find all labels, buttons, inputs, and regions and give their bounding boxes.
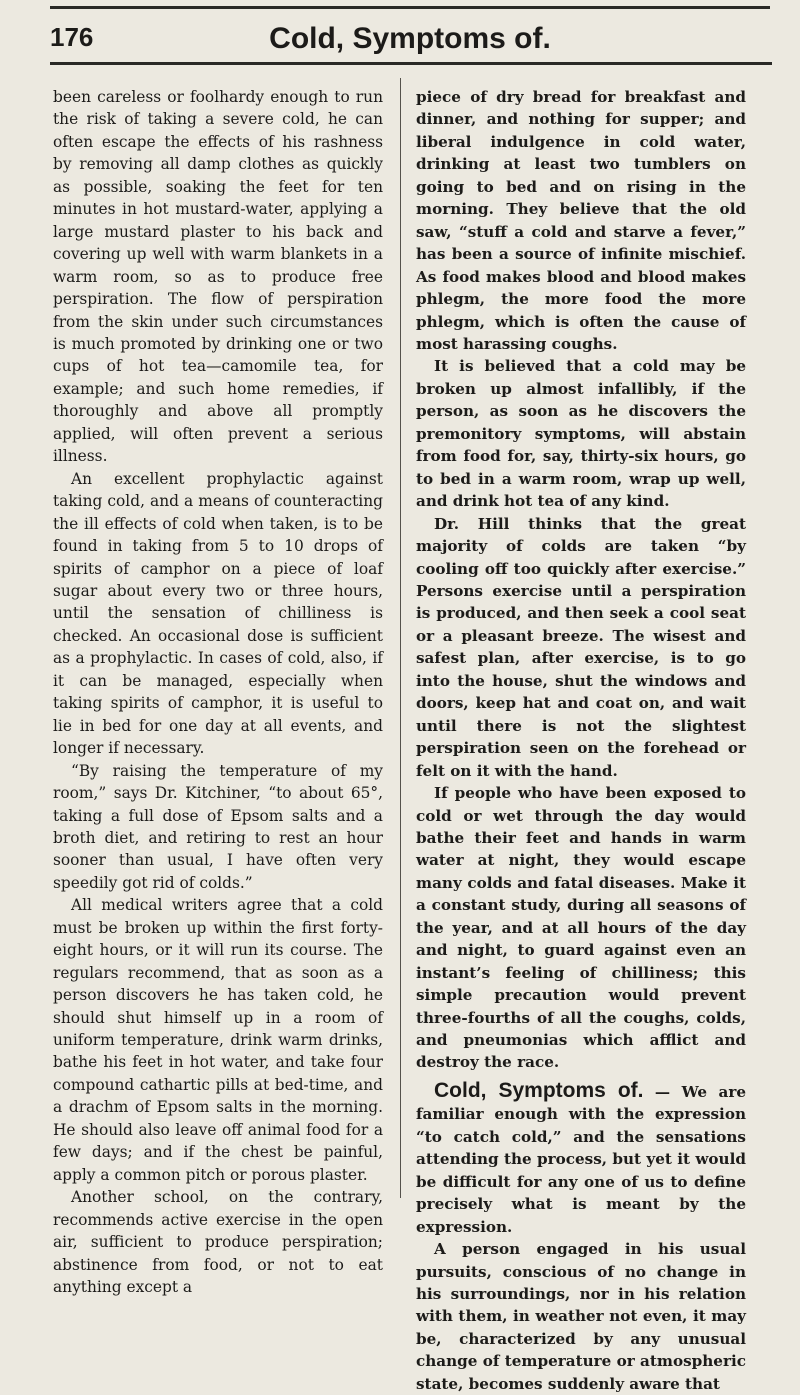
paragraph: A person engaged in his usual pursuits, conscious of no change in his surroundings, nor in his relation with them, in weather not even, it may be, characterized by any unusual change of temperature or atmospheric state, becomes suddenly aware that xyxy=(416,1240,746,1393)
section-heading: Cold, Symptoms of. xyxy=(434,1078,644,1102)
section-entry xyxy=(416,1080,746,1238)
paragraph: piece of dry bread for breakfast and dinner, and nothing for supper; and liberal indulgence in cold water, drinking at least two tumblers on going to bed and on rising in the morning. They believe that the old saw, “stuff a cold and starve a fever,” has been a source of infinite mischief. As food makes blood and blood makes phlegm, the more food the more phlegm, which is often the cause of most harassing coughs. xyxy=(416,88,746,353)
top-rule xyxy=(50,6,770,9)
left-column xyxy=(53,86,383,1298)
paragraph: If people who have been exposed to cold or wet through the day would bathe their feet and hands in warm water at night, they would escape many colds and fatal diseases. Make it a constant study, during all seasons of the year, and at all hours of the day and night, to guard against even an instant’s feeling of chilliness; this simple precaution would prevent three-fourths of all the coughs, colds, and pneumonias which afflict and destroy the race. xyxy=(416,784,746,1072)
paragraph: All medical writers agree that a cold must be broken up within the first forty-eight hours, or it will run its course. The regulars recommend, that as soon as a person discovers he has taken cold, he should shut himself up in a room of uniform temperature, drink warm drinks, bathe his feet in hot water, and take four compound cathartic pills at bed-time, and a drachm of Epsom salts in the morning. He should also leave off animal food for a few days; and if the chest be painful, apply a common pitch or porous plaster. xyxy=(53,896,383,1184)
paragraph: been careless or foolhardy enough to run the risk of taking a severe cold, he can often escape the effects of his rashness by removing all damp clothes as quickly as possible, soaking the feet for ten minutes in hot mustard-water, applying a large mustard plaster to his back and covering up well with warm blankets in a warm room, so as to produce free perspiration. The flow of perspiration from the skin under such circumstances is much promoted by drinking one or two cups of hot tea—camomile tea, for example; and such home remedies, if thoroughly and above all promptly applied, will often prevent a serious illness. xyxy=(53,88,383,466)
paragraph: Dr. Hill thinks that the great majority of colds are taken “by cooling off too quickly after exercise.” Persons exercise until a perspiration is produced, and then seek a cool seat or a pleasant breeze. The wisest and safest plan, after exercise, is to go into the house, shut the windows and doors, keep hat and coat on, and wait until there is not the slightest perspiration seen on the forehead or felt on it with the hand. xyxy=(416,514,746,780)
running-title: Cold, Symptoms of. xyxy=(269,22,551,55)
page-number: 176 xyxy=(50,22,94,52)
right-column xyxy=(416,86,746,1395)
header-rule xyxy=(50,62,772,65)
section-dash: — xyxy=(643,1082,682,1101)
page-header xyxy=(50,10,770,68)
paragraph: “By raising the temperature of my room,” says Dr. Kitchiner, “to about 65°, taking a full dose of Epsom salts and a broth diet, and retiring to rest an hour sooner than usual, I have often very speedily got rid of colds.” xyxy=(53,761,383,892)
paragraph: It is believed that a cold may be broken up almost infallibly, if the person, as soon as he discovers the premonitory symptoms, will abstain from food for, say, thirty-six hours, go to bed in a warm room, wrap up well, and drink hot tea of any kind. xyxy=(416,357,746,511)
section-text: We are familiar enough with the expression “to catch cold,” and the sensations attending the process, but yet it would be difficult for any one of us to define precisely what is meant by the expression. xyxy=(416,1082,746,1236)
paragraph: Another school, on the contrary, recommends active exercise in the open air, sufficient to produce perspiration; abstinence from food, or not to eat anything except a xyxy=(53,1188,383,1297)
column-divider xyxy=(400,78,401,1198)
paragraph: An excellent prophylactic against taking cold, and a means of counteracting the ill effects of cold when taken, is to be found in taking from 5 to 10 drops of spirits of camphor on a piece of loaf sugar about every two or three hours, until the sensation of chilliness is checked. An occasional dose is sufficient as a prophylactic. In cases of cold, also, if it can be managed, especially when taking spirits of camphor, it is useful to lie in bed for one day at all events, and longer if necessary. xyxy=(53,469,383,758)
